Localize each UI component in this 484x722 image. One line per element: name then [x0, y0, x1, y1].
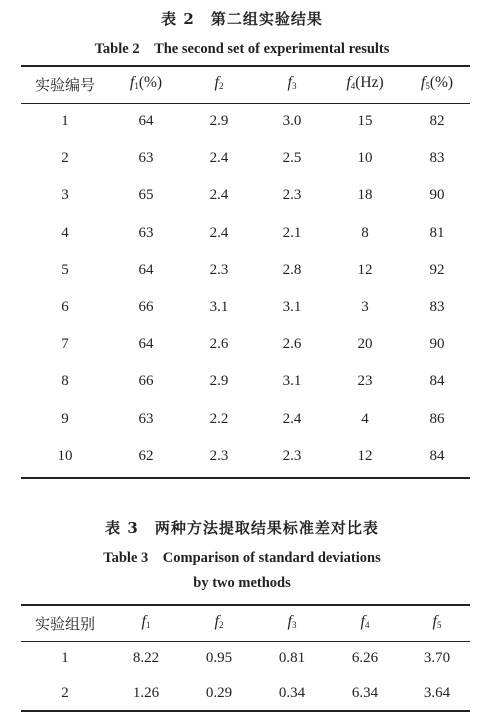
- table2-header-cell: [254, 74, 330, 92]
- table2-cell: 9: [61, 410, 69, 427]
- table2-cell: 1: [61, 113, 69, 129]
- table2-cell: 84: [429, 373, 445, 390]
- table3-bottom-rule: [21, 710, 470, 712]
- table3-caption-en-line2: by two methods: [193, 575, 291, 591]
- table2-cell: 63: [138, 410, 154, 427]
- table2-cell: 2.3: [282, 187, 302, 204]
- table2-cell: 3: [361, 299, 369, 315]
- header-symbol: f: [346, 74, 351, 91]
- header-subscript: 1: [145, 620, 151, 630]
- table2-cell: 2.3: [209, 261, 229, 278]
- table3-header-cell: 实验组别: [34, 615, 95, 633]
- table3-cell: 3.70: [423, 650, 451, 666]
- table2-cell: 84: [429, 447, 445, 464]
- table3-cell: 3.64: [423, 685, 451, 701]
- table2-caption-en: Table 2 The second set of experimental results: [94, 41, 390, 57]
- table2-cell: 83: [429, 150, 445, 167]
- table3-header-cell: [399, 613, 475, 631]
- table2-cell: 2.6: [282, 336, 302, 353]
- header-subscript: 1: [134, 81, 139, 91]
- table2-caption-cn: 表 2 第二组实验结果: [161, 10, 323, 28]
- table2-cell: 20: [357, 336, 373, 353]
- header-subscript: 2: [218, 81, 224, 91]
- table2-header-cell: 实验编号: [34, 76, 95, 94]
- table2-cell: 2.8: [282, 261, 302, 278]
- header-symbol: f: [141, 613, 146, 630]
- table2-top-rule: [21, 65, 470, 67]
- header-symbol: f: [420, 74, 426, 91]
- table3-header-cell: [181, 613, 257, 631]
- table2-cell: 82: [429, 113, 445, 129]
- header-subscript: 4: [350, 81, 356, 91]
- table2-cell: 2.4: [282, 410, 302, 427]
- table2-header-rule: [21, 103, 470, 104]
- table2-cell: 2.2: [209, 410, 229, 427]
- header-symbol: f: [360, 613, 365, 630]
- table2-cell: 81: [429, 224, 445, 241]
- table3-header-cell: [108, 613, 184, 631]
- table2-cell: 12: [357, 447, 373, 464]
- header-symbol: f: [214, 74, 219, 91]
- table3-header-rule: [21, 641, 470, 642]
- table2-cell: 64: [138, 336, 154, 353]
- table2-cell: 83: [429, 299, 445, 315]
- table3-cell: 1.26: [132, 685, 160, 701]
- table3-cell: 8.22: [132, 650, 160, 666]
- table2-cell: 65: [138, 187, 154, 204]
- table2-cell: 63: [138, 224, 154, 241]
- table2-cell: 2.9: [209, 113, 229, 129]
- table2-cell: 3.1: [282, 299, 302, 315]
- header-symbol: f: [129, 74, 135, 91]
- table2-cell: 62: [138, 447, 154, 464]
- table2-header-cell: [181, 74, 257, 92]
- table2-bottom-rule: [21, 477, 470, 479]
- table2-cell: 3: [61, 187, 69, 204]
- table2-cell: 63: [138, 150, 154, 167]
- table2-cell: 2.3: [209, 447, 229, 464]
- table2-header-cell: [108, 74, 184, 92]
- table2-cell: 12: [357, 261, 373, 278]
- table3-cell: 0.81: [278, 650, 306, 666]
- header-symbol: f: [432, 613, 437, 630]
- header-unit: (Hz): [355, 74, 384, 91]
- table3-cell: 2: [61, 685, 69, 701]
- header-symbol: f: [287, 74, 292, 91]
- table2-cell: 3.1: [282, 373, 302, 390]
- table2-cell: 90: [429, 187, 445, 204]
- table2-cell: 64: [138, 261, 154, 278]
- table3-caption-cn: 表 3 两种方法提取结果标准差对比表: [105, 519, 379, 537]
- table2-cell: 3.1: [209, 299, 229, 315]
- table2-cell: 2.6: [209, 336, 229, 353]
- table3-cell: 0.29: [205, 685, 233, 701]
- table2-cell: 2: [61, 150, 69, 167]
- table2-cell: 4: [361, 410, 369, 427]
- table2-cell: 2.4: [209, 224, 229, 241]
- table2-cell: 4: [61, 224, 69, 241]
- header-subscript: 3: [291, 81, 297, 91]
- table2-cell: 10: [57, 447, 73, 464]
- table2-cell: 86: [429, 410, 445, 427]
- header-unit: (%): [138, 74, 163, 91]
- table3-cell: 6.34: [351, 685, 379, 701]
- table2-cell: 90: [429, 336, 445, 353]
- header-symbol: f: [214, 613, 219, 630]
- table3-cell: 0.34: [278, 685, 306, 701]
- table2-cell: 64: [138, 113, 154, 129]
- table2-cell: 66: [138, 373, 154, 390]
- header-subscript: 5: [436, 620, 442, 630]
- table2-cell: 8: [361, 224, 369, 241]
- header-subscript: 5: [425, 81, 430, 91]
- table3-header-cell: [254, 613, 330, 631]
- table3-caption-en-line1: Table 3 Comparison of standard deviations: [103, 550, 381, 566]
- table2-header-cell: [399, 74, 475, 92]
- header-unit: (%): [429, 74, 454, 91]
- table2-cell: 2.4: [209, 187, 229, 204]
- table2-header-cell: [327, 74, 403, 92]
- table2-cell: 18: [357, 187, 373, 204]
- header-subscript: 3: [291, 620, 297, 630]
- table2-cell: 6: [61, 299, 69, 315]
- table2-cell: 3.0: [282, 113, 302, 129]
- header-subscript: 4: [364, 620, 370, 630]
- table3-top-rule: [21, 604, 470, 606]
- table2-cell: 10: [357, 150, 373, 167]
- table2-cell: 66: [138, 299, 154, 315]
- header-symbol: f: [287, 613, 292, 630]
- table2-cell: 5: [61, 261, 69, 278]
- table3-cell: 6.26: [351, 650, 379, 666]
- table2-cell: 7: [61, 336, 69, 353]
- table2-cell: 23: [357, 373, 373, 390]
- table3-cell: 0.95: [205, 650, 233, 666]
- table2-cell: 92: [429, 261, 445, 278]
- table2-cell: 2.5: [282, 150, 302, 167]
- header-subscript: 2: [218, 620, 224, 630]
- table3-header-cell: [327, 613, 403, 631]
- table2-cell: 8: [61, 373, 69, 390]
- table2-cell: 15: [357, 113, 373, 129]
- table2-cell: 2.9: [209, 373, 229, 390]
- table2-cell: 2.3: [282, 447, 302, 464]
- table2-cell: 2.4: [209, 150, 229, 167]
- table3-cell: 1: [61, 650, 69, 666]
- table2-cell: 2.1: [282, 224, 302, 241]
